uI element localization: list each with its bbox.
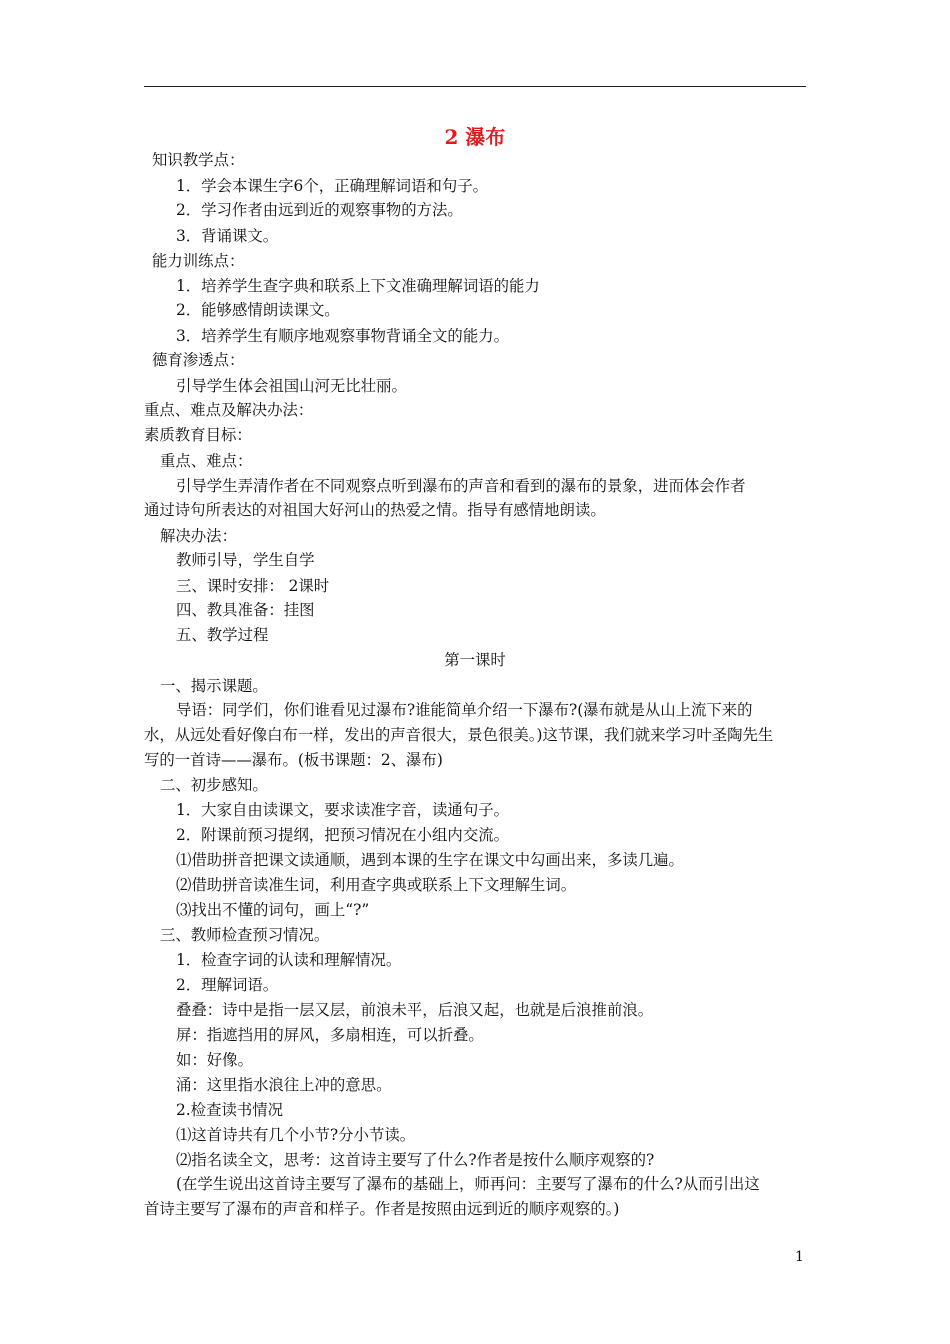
- text-line: 引导学生体会祖国山河无比壮丽。: [176, 377, 407, 395]
- text-line: 一、揭示课题。: [160, 677, 268, 695]
- text-line: 2．理解词语。: [176, 976, 279, 994]
- text-line: 写的一首诗——瀑布。(板书课题：2、瀑布): [144, 751, 443, 769]
- text-line: ⑵指名读全文，思考：这首诗主要写了什么?作者是按什么顺序观察的?: [176, 1151, 655, 1169]
- text-line: ⑶找出不懂的词句，画上“?”: [176, 901, 370, 919]
- text-line: 如：好像。: [176, 1051, 253, 1069]
- text-line: 涌：这里指水浪往上冲的意思。: [176, 1076, 392, 1094]
- text-line: 屏：指遮挡用的屏风，多扇相连，可以折叠。: [176, 1026, 484, 1044]
- text-line: 叠叠：诗中是指一层又层，前浪未平，后浪又起，也就是后浪推前浪。: [176, 1001, 654, 1019]
- text-line: 2．学习作者由远到近的观察事物的方法。: [176, 201, 463, 219]
- text-line: 德育渗透点：: [152, 351, 245, 369]
- text-line: 重点、难点：: [160, 452, 253, 470]
- page-number: 1: [795, 1249, 804, 1265]
- text-line: 引导学生弄清作者在不同观察点听到瀑布的声音和看到的瀑布的景象，进而体会作者: [176, 477, 746, 495]
- text-line: 2．附课前预习提纲，把预习情况在小组内交流。: [176, 826, 509, 844]
- text-line: 四、教具准备：挂图: [176, 601, 315, 619]
- text-line: 三、课时安排： 2课时: [176, 577, 330, 595]
- text-line: 1．学会本课生字6个，正确理解词语和句子。: [176, 177, 489, 195]
- text-line: (在学生说出这首诗主要写了瀑布的基础上，师再问：主要写了瀑布的什么?从而引出这: [176, 1175, 760, 1193]
- text-line: 1．大家自由读课文，要求读准字音，读通句子。: [176, 801, 509, 819]
- text-line: 五、教学过程: [176, 626, 269, 644]
- text-line: 知识教学点：: [152, 151, 245, 169]
- text-line: 教师引导，学生自学: [176, 551, 315, 569]
- text-line: 首诗主要写了瀑布的声音和样子。作者是按照由远到近的顺序观察的。): [144, 1200, 620, 1218]
- text-line: 解决办法：: [160, 527, 237, 545]
- text-line: 2.检查读书情况: [176, 1101, 284, 1119]
- text-line: 三、教师检查预习情况。: [160, 926, 330, 944]
- text-line: 1．检查字词的认读和理解情况。: [176, 951, 402, 969]
- text-line: ⑴这首诗共有几个小节?分小节读。: [176, 1126, 416, 1144]
- text-line: 3．培养学生有顺序地观察事物背诵全文的能力。: [176, 327, 509, 345]
- text-line: 导语：同学们，你们谁看见过瀑布?谁能简单介绍一下瀑布?(瀑布就是从山上流下来的: [176, 701, 753, 719]
- text-line: 水，从远处看好像白布一样，发出的声音很大，景色很美。)这节课，我们就来学习叶圣陶先生: [144, 726, 774, 744]
- text-line: 二、初步感知。: [160, 776, 268, 794]
- text-line: 1．培养学生查字典和联系上下文准确理解词语的能力: [176, 277, 540, 295]
- header-rule: [144, 86, 806, 87]
- text-line: 素质教育目标：: [144, 426, 252, 444]
- text-line: 3．背诵课文。: [176, 227, 279, 245]
- text-line: 通过诗句所表达的对祖国大好河山的热爱之情。指导有感情地朗读。: [144, 501, 606, 519]
- text-line: 2．能够感情朗读课文。: [176, 301, 340, 319]
- text-line: 重点、难点及解决办法：: [144, 401, 314, 419]
- section-heading: 第一课时: [444, 651, 506, 669]
- text-line: 能力训练点：: [152, 252, 245, 270]
- text-line: ⑵借助拼音读准生词，利用查字典或联系上下文理解生词。: [176, 876, 577, 894]
- text-line: ⑴借助拼音把课文读通顺，遇到本课的生字在课文中勾画出来，多读几遍。: [176, 851, 684, 869]
- document-title: 2 瀑布: [444, 125, 506, 149]
